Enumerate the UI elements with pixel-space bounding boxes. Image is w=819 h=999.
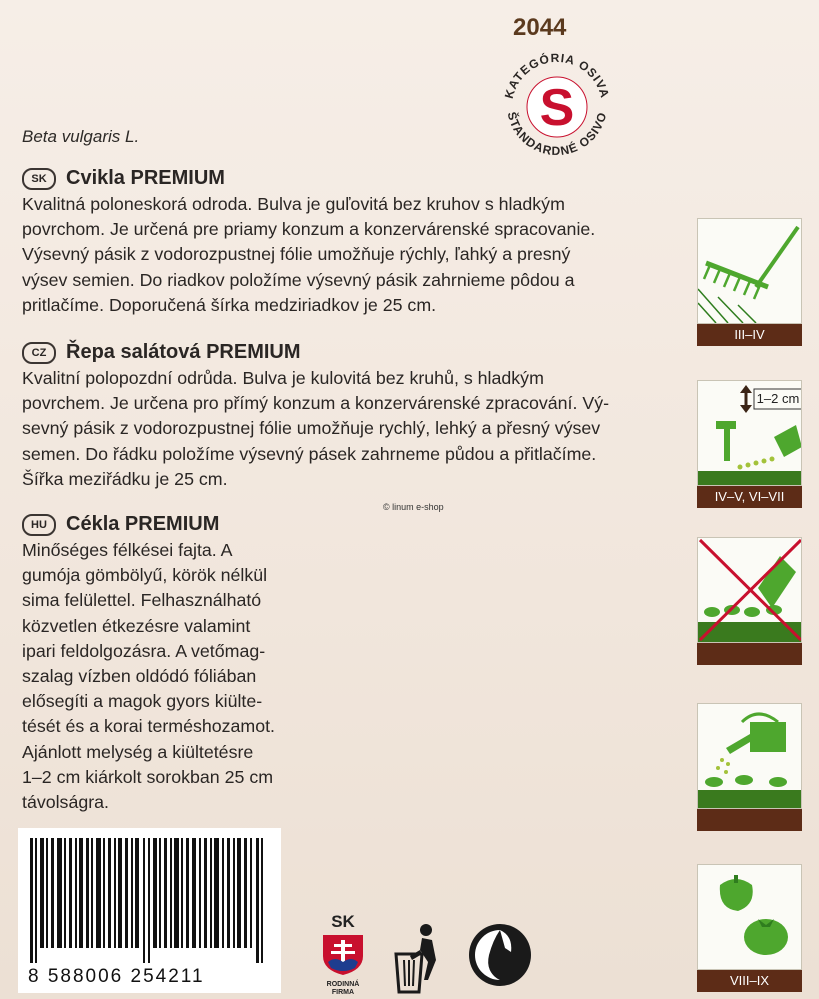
barcode-bars — [18, 828, 281, 963]
section-body-sk: Kvalitná poloneskorá odroda. Bulva je guľovitá bez kruhov s hladkým povrchom. Je určená pre priamy konzum a konzervárenské spracovanie. Výsevný pásik z vodorozpustnej fólie umožňuje rýchly, ľahký a presný výsev semien. Do riadkov položíme výsevný pásik zahrnieme pôdou a pritlačíme. Doporučená šírka medziriadkov je 25 cm. — [22, 194, 596, 315]
green-dot-recycle-icon — [467, 922, 533, 988]
seal-letter: S — [539, 79, 575, 137]
lang-badge-sk: SK — [22, 168, 56, 190]
sk-family-firm-logo — [320, 912, 366, 997]
logo-sk-label: SK — [331, 912, 355, 931]
seal-top-text: KATEGÓRIA OSIVA — [501, 50, 613, 101]
sowing-depth-label: 1–2 cm — [756, 391, 800, 406]
section-title-sk: Cvikla PREMIUM — [66, 167, 225, 189]
rake-icon — [698, 219, 802, 323]
barcode-number: 8 588006 254211 — [28, 966, 205, 987]
barcode — [18, 828, 281, 993]
section-sk — [22, 167, 652, 318]
section-hu — [22, 513, 322, 815]
no-transplant-icon — [698, 538, 802, 642]
panel-transplant — [697, 537, 802, 665]
lang-badge-hu: HU — [22, 514, 56, 536]
panel-watering — [697, 703, 802, 831]
section-title-hu: Cékla PREMIUM — [66, 513, 220, 535]
panel-sowing — [697, 380, 802, 508]
panel-label-watering — [697, 809, 802, 831]
seal-bottom-text: ŠTANDARDNÉ OSIVO — [504, 110, 610, 159]
sowing-depth-icon — [698, 381, 802, 485]
panel-soil-prep — [697, 218, 802, 346]
section-body-hu: Minőséges félkései fajta. A gumója gömbölyű, körök nélkül sima felülettel. Felhasználható közvetlen étkezésre valamint ipari feldolgozásra. A vetőmag- szalag vízben oldódó fóliában elősegíti a magok gyors kiülte- tését és a korai terméshozamot. Ajánlott melység a kiültetésre 1–2 cm kiárkolt sorokban 25 cm távolságra. — [22, 540, 276, 813]
logo-sk-family-line1: RODINNÁ — [326, 981, 360, 988]
slovak-emblem-icon — [320, 932, 366, 976]
panel-harvest — [697, 864, 802, 992]
section-title-cz: Řepa salátová PREMIUM — [66, 341, 301, 363]
harvest-vegetables-icon — [698, 865, 802, 969]
product-code: 2044 — [513, 14, 567, 41]
section-cz — [22, 341, 652, 492]
lang-badge-cz: CZ — [22, 342, 56, 364]
panel-label-harvest: VIII–IX — [697, 970, 802, 992]
logo-sk-family-line2: FIRMA — [331, 989, 355, 996]
section-body-cz: Kvalitní polopozdní odrůda. Bulva je kulovitá bez kruhů, s hladkým povrchem. Je určena pro přímý konzum a konzervárenské zpracování. Vý- sevný pásik z vodorozpustnej fólie umožňuje rychlý, lehký a přesný výsev semen. Do řádku položíme výsevný pásek zahrneme půdou a přitlačíme. Šířka meziřádku je 25 cm. — [22, 368, 610, 489]
seed-category-seal — [495, 45, 620, 170]
panel-label-soil-prep: III–IV — [697, 324, 802, 346]
panel-label-sowing: IV–V, VI–VII — [697, 486, 802, 508]
latin-name: Beta vulgaris L. — [22, 127, 140, 146]
tidyman-bin-icon — [392, 920, 444, 995]
panel-label-transplant — [697, 643, 802, 665]
watering-can-icon — [698, 704, 802, 808]
copyright: © linum e-shop — [383, 502, 444, 512]
